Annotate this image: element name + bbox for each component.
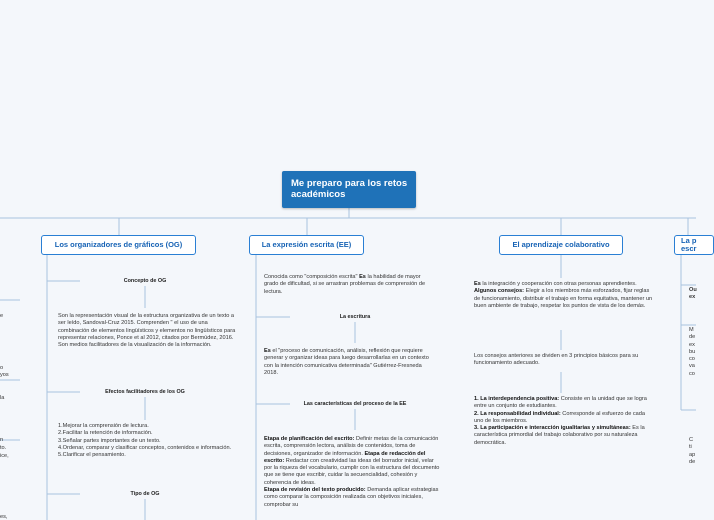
branch-label: El aprendizaje colaborativo [512, 240, 610, 249]
list-item: 4.Ordenar, comparar y clasificar conceptos, contenidos e información. [58, 444, 232, 451]
left-fragment: yos [0, 372, 9, 378]
text-span: Corresponde al esfuerzo de cada uno de los miembros. [474, 410, 646, 424]
list-item: 3.Señalar partes importantes de un texto. [58, 437, 161, 444]
og-types-title[interactable]: Tipo de OG [130, 491, 160, 497]
text-span: Redactar con creatividad las ideas del borrador inicial, velar por la riqueza del vocabulario, cumplir con la estructura del documento que se tiene que escribir, cuidar la secuencialidad, cohesión y coherencia de ideas. [264, 457, 440, 486]
ac-principles-list[interactable] [474, 396, 654, 447]
left-fragment: es, [0, 514, 8, 520]
bold-span: Etapa de redacción del escrito: [264, 450, 426, 464]
root-topic[interactable] [282, 171, 416, 208]
ee-process-title[interactable]: Las características del proceso de la EE [303, 401, 407, 407]
bold-span: Algunos consejos: [474, 288, 525, 295]
root-topic-title: Me preparo para los retos académicos [291, 178, 408, 200]
branch-aprendizaje-colaborativo[interactable] [499, 235, 623, 255]
og-concept-text[interactable]: Son la representación visual de la estructura organizativa de un texto a ser leído, Sandoval-Cruz 2015. Comprenden " el uso de una combinación de elementos lingüísticos y elementos no lingüísticos para representar relaciones, Ponce et al 2012, citados por Bermúdez, 2016. Son medios facilitadores de la visualización de la información. [58, 313, 236, 349]
branch-organizadores-graficos[interactable] [41, 235, 196, 255]
text-span: Es la característica primordial del trabajo colaborativo por su naturaleza democrática. [474, 425, 645, 446]
text-span: el "proceso de comunicación, análisis, reflexión que requiere generar y organizar ideas para luego desarrollarlas en un contexto con la intención comunicativa determinada" Gutiérrez-Fresneda 2018. [264, 348, 429, 376]
bold-span: 1. La interdependencia positiva: [474, 396, 560, 402]
text-span: Consiste en la unidad que se logra entre un conjunto de estudiantes. [474, 396, 647, 410]
og-effects-title[interactable]: Efectos facilitadores de los OG [105, 389, 185, 395]
ee-writing-text[interactable] [264, 348, 436, 377]
list-item: 5.Clarificar el pensamiento. [58, 452, 126, 459]
list-item: 1.Mejorar la comprensión de lectura. [58, 423, 149, 429]
ee-writing-title[interactable]: La escritura [339, 314, 371, 320]
right-fragment: C ti ap de [689, 437, 696, 465]
og-effects-list[interactable] [58, 423, 238, 459]
ee-process-text[interactable] [264, 436, 442, 509]
ac-definition-text[interactable] [474, 281, 654, 310]
right-fragment: M de ex bu co va co [689, 327, 696, 377]
bold-span: Etapa de revisión del texto producido: [264, 487, 366, 494]
branch-label: La expresión escrita (EE) [261, 240, 352, 249]
text-span: la habilidad de mayor grado de dificultad, si se arrastran problemas de comprensión de lectura. [264, 274, 426, 295]
left-fragment: to. [0, 445, 7, 451]
branch-label: La p escr [681, 236, 697, 253]
branch-expresion-escrita[interactable] [249, 235, 364, 255]
ac-principles-intro[interactable]: Los consejos anteriores se dividen en 3 principios básicos para su funcionamiento adecuado. [474, 353, 639, 367]
left-fragment: la [0, 395, 5, 401]
left-fragment: n [0, 437, 4, 443]
left-fragment: ice, [0, 453, 9, 459]
bold-span: Es [264, 348, 271, 354]
bold-span: Es [359, 274, 366, 280]
ee-intro-text[interactable] [264, 274, 436, 296]
branch-cut-right[interactable] [674, 235, 714, 255]
bold-span: 3. La participación e interacción igualitarias y simultáneas: [474, 425, 631, 432]
bold-span: Etapa de planificación del escrito: [264, 436, 355, 442]
bold-span: Es [474, 281, 481, 287]
bold-span: 2. La responsabilidad individual: [474, 410, 561, 417]
text-span: Definir metas de la comunicación escrita, comprensión lectora, análisis de contenidos, toma de decisiones, organizador de información. [264, 436, 439, 457]
text-span: Demanda aplicar estrategias como comparar la composición realizada con objetivos iniciales, comprobar su [264, 487, 439, 508]
right-fragment: Ou ex [689, 287, 697, 301]
text-span: Conocida como "composición escrita" [264, 274, 360, 280]
text-span: la integración y cooperación con otras personas aprendientes. [480, 281, 637, 287]
left-fragment: e [0, 313, 4, 319]
left-fragment: o [0, 365, 4, 371]
branch-label: Los organizadores de gráficos (OG) [54, 240, 183, 249]
list-item: 2.Facilitar la retención de información. [58, 430, 153, 437]
text-span: Elegir a los miembros más esforzados, fijar reglas de funcionamiento, distribuir el trabajo en forma equitativa, mantener un buen ambiente de trabajo, respetar los puntos de vista de los demás. [474, 288, 653, 309]
og-concept-title[interactable]: Concepto de OG [123, 278, 167, 284]
